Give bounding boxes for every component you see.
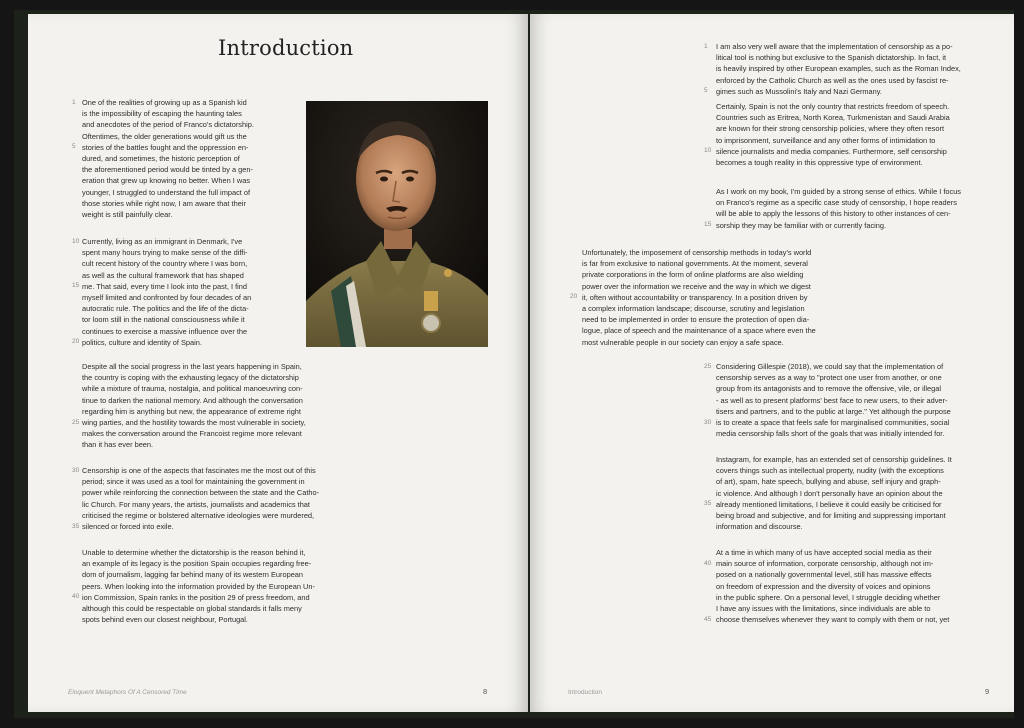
text-line: dured, and sometimes, the historic perception of	[82, 153, 240, 163]
text-line: becomes a tough reality in this oppressive type of environment.	[716, 157, 923, 167]
text-line: the country is coping with the exhausting legacy of the dictatorship	[82, 373, 299, 383]
right-page	[530, 14, 1014, 712]
text-line: already mentioned limitations, I believe it could easily be criticised for	[716, 499, 942, 509]
text-line: stories of the battles fought and the oppression en-	[82, 142, 249, 152]
line-number: 15	[704, 221, 712, 229]
text-line: makes the conversation around the Francoist regime more relevant	[82, 429, 302, 439]
paragraph	[82, 465, 484, 532]
text-line: Currently, living as an immigrant in Denmark, I've	[82, 237, 243, 246]
text-line: on Franco's regime as a specific case study of censorship, I hope readers	[716, 198, 957, 208]
text-line: as well as the cultural framework that has shaped	[82, 270, 244, 280]
line-number: 45	[704, 615, 712, 623]
paragraph	[716, 186, 990, 231]
text-line: being broad and subjective, and for limiting and suppressing important	[716, 510, 946, 520]
text-line: most vulnerable people in our society can enjoy a safe space.	[582, 337, 784, 347]
text-line: At a time in which many of us have accepted social media as their	[716, 548, 932, 557]
text-line: power while reinforcing the connection between the state and the Catho-	[82, 488, 320, 498]
text-line: Considering Gillespie (2018), we could say that the implementation of	[716, 362, 944, 371]
paragraph	[582, 247, 860, 348]
text-line: silenced or forced into exile.	[82, 521, 174, 531]
line-number: 40	[704, 559, 712, 567]
text-line: criticised the regime or bolstered alternative ideologies were murdered,	[82, 510, 315, 520]
line-number: 35	[704, 500, 712, 508]
text-line: litical tool is nothing but exclusive to the Spanish dictatorship. In fact, it	[716, 53, 947, 63]
text-line: although this could be respectable on global standards it falls meny	[82, 603, 302, 613]
text-line: media censorship falls short of the goals that was initially intended for.	[716, 429, 945, 439]
paragraph	[82, 361, 484, 451]
text-line: Oftentimes, the older generations would gift us the	[82, 131, 247, 141]
text-line: it, often without accountability or transparency. In a position driven by	[582, 292, 808, 302]
line-number: 10	[704, 147, 712, 155]
text-line: spent many hours trying to make sense of the diffi-	[82, 248, 248, 258]
text-line: power over the information we receive and the way in which we digest	[582, 281, 811, 291]
paragraph	[82, 236, 294, 348]
paragraph	[82, 547, 484, 625]
paragraph	[716, 41, 990, 97]
text-line: tor loom still in the national consciousness while it	[82, 315, 245, 325]
line-number: 5	[72, 143, 76, 151]
portrait-photo	[306, 101, 488, 347]
text-line: those stories while right now, I am aware that their	[82, 198, 246, 208]
line-number: 10	[72, 237, 80, 245]
footer-chapter-title: Introduction	[568, 689, 602, 696]
text-line: I have any issues with the limitations, since individuals are able to	[716, 603, 931, 613]
text-line: main source of information, corporate censorship, although not im-	[716, 559, 934, 569]
line-number: 1	[704, 42, 708, 50]
line-number: 30	[72, 466, 80, 474]
line-number: 35	[72, 522, 80, 530]
text-line: will be able to apply the lessons of this history to other instances of cen-	[716, 209, 951, 219]
text-line: and anecdotes of the period of Franco's dictatorship.	[82, 120, 254, 130]
text-line: eration that grew up knowing no better. When I was	[82, 176, 251, 186]
text-line: wing parties, and the hostility towards the most vulnerable in society,	[82, 417, 306, 427]
text-line: need to be implemented in order to ensure the protection of open dia-	[582, 315, 810, 325]
text-line: on freedom of expression and the diversity of voices and opinions	[716, 581, 931, 591]
text-line: One of the realities of growing up as a Spanish kid	[82, 98, 247, 107]
text-line: logue, place of speech and the maintenance of a space where even the	[582, 326, 816, 336]
text-line: in the public sphere. On a personal level, I struggle deciding whether	[716, 592, 941, 602]
text-line: myself limited and confronted by four decades of an	[82, 292, 252, 302]
line-number: 5	[704, 87, 708, 95]
text-line: peers. When looking into the information provided by the European Un-	[82, 581, 315, 591]
text-line: enforced by the Catholic Church as well as the ones used by fascist re-	[716, 75, 949, 85]
text-line: are known for their strong censorship policies, where they often resort	[716, 124, 944, 134]
text-line: continues to exercise a massive influence over the	[82, 326, 248, 336]
text-line: regarding him is anything but new, the appearance of extreme right	[82, 406, 301, 416]
text-line: sorship they may be familiar with or currently facing.	[716, 220, 887, 230]
line-number: 25	[72, 418, 80, 426]
paragraph	[716, 361, 990, 439]
page-number: 8	[483, 687, 488, 696]
page-number: 9	[985, 687, 990, 696]
text-line: an example of its legacy is the position Spain occupies regarding free-	[82, 559, 312, 569]
line-number: 25	[704, 362, 712, 370]
text-line: gimes such as Mussolini's Italy and Nazi Germany.	[716, 86, 882, 96]
paragraph	[82, 97, 294, 220]
line-number: 15	[72, 282, 80, 290]
text-line: Despite all the social progress in the last years happening in Spain,	[82, 362, 302, 371]
text-line: ic violence. And although I don't personally have an opinion about the	[716, 488, 943, 498]
text-line: As I work on my book, I'm guided by a strong sense of ethics. While I focus	[716, 187, 962, 196]
text-line: of art), spam, hate speech, bullying and abuse, self injury and graph-	[716, 477, 941, 487]
line-number: 20	[570, 293, 578, 301]
text-line: Unable to determine whether the dictatorship is the reason behind it,	[82, 548, 306, 557]
text-line: choose themselves whenever they want to comply with them or not, yet	[716, 615, 950, 625]
text-line: me. That said, every time I look into the past, I find	[82, 281, 248, 291]
text-line: covers things such as intellectual property, nudity (with the exceptions	[716, 466, 944, 476]
text-line: a complex information landscape; discourse, scrutiny and legislation	[582, 303, 805, 313]
text-line: group from its antagonists and to remove the offensive, vile, or illegal	[716, 384, 941, 394]
text-line: ion Commission, Spain ranks in the position 29 of press freedom, and	[82, 592, 310, 602]
text-line: silence journalists and media companies. Furthermore, self censorship	[716, 146, 947, 156]
text-line: the aforementioned period would be tinted by a gen-	[82, 165, 253, 175]
footer-book-title: Eloquent Metaphors Of A Censored Time	[68, 689, 187, 696]
text-line: politics, culture and identity of Spain.	[82, 337, 202, 347]
text-line: lic Church. For many years, the artists, journalists and academics that	[82, 499, 310, 509]
text-line: tinue to darken the national memory. And although the conversation	[82, 395, 303, 405]
text-line: Certainly, Spain is not the only country that restricts freedom of speech.	[716, 102, 950, 111]
text-line: to imprisonment, surveillance and any other forms of intimidation to	[716, 135, 936, 145]
text-line: period; since it was used as a tool for maintaining the government in	[82, 477, 305, 487]
text-line: is the impossibility of escaping the haunting tales	[82, 109, 242, 119]
text-line: - as well as to present platforms' best face to new users, to their adver-	[716, 395, 948, 405]
page-title: Introduction	[218, 36, 354, 60]
text-line: weight is still painfully clear.	[82, 209, 173, 219]
text-line: is to create a space that feels safe for marginalised communities, social	[716, 417, 950, 427]
text-line: Unfortunately, the imposement of censorship methods in today's world	[582, 248, 812, 257]
text-line: posed on a nationally governmental level, still has massive effects	[716, 570, 932, 580]
paragraph	[716, 547, 990, 625]
paragraph	[716, 454, 990, 532]
text-line: than it has ever been.	[82, 440, 154, 450]
text-line: I am also very well aware that the implementation of censorship as a po-	[716, 42, 953, 51]
text-line: spots behind even our closest neighbour, Portugal.	[82, 615, 248, 625]
line-number: 20	[72, 338, 80, 346]
text-line: dom of journalism, lagging far behind many of its western European	[82, 570, 304, 580]
text-line: information and discourse.	[716, 522, 803, 532]
text-line: is heavily inspired by other European examples, such as the Roman Index,	[716, 64, 961, 74]
text-line: is far from exclusive to national governments. At the moment, several	[582, 259, 808, 269]
open-book	[14, 10, 1014, 718]
text-line: cult recent history of the country where I was born,	[82, 259, 248, 269]
text-line: younger, I struggled to understand the full impact of	[82, 187, 251, 197]
line-number: 40	[72, 593, 80, 601]
line-number: 1	[72, 98, 76, 106]
left-page	[28, 14, 528, 712]
text-line: tisers and partners, and to the public at large." Yet although the purpose	[716, 406, 951, 416]
text-line: private corporations in the form of online platforms are also wielding	[582, 270, 804, 280]
paragraph	[716, 101, 990, 168]
text-line: Censorship is one of the aspects that fascinates me the most out of this	[82, 466, 316, 475]
text-line: autocratic rule. The politics and the life of the dicta-	[82, 304, 249, 314]
text-line: Instagram, for example, has an extended set of censorship guidelines. It	[716, 455, 952, 464]
text-line: censorship serves as a way to "protect one user from another, or one	[716, 373, 942, 383]
text-line: while a mixture of trauma, nostalgia, and political manoeuvring con-	[82, 384, 303, 394]
line-number: 30	[704, 418, 712, 426]
text-line: Countries such as Eritrea, North Korea, Turkmenistan and Saudi Arabia	[716, 113, 950, 123]
